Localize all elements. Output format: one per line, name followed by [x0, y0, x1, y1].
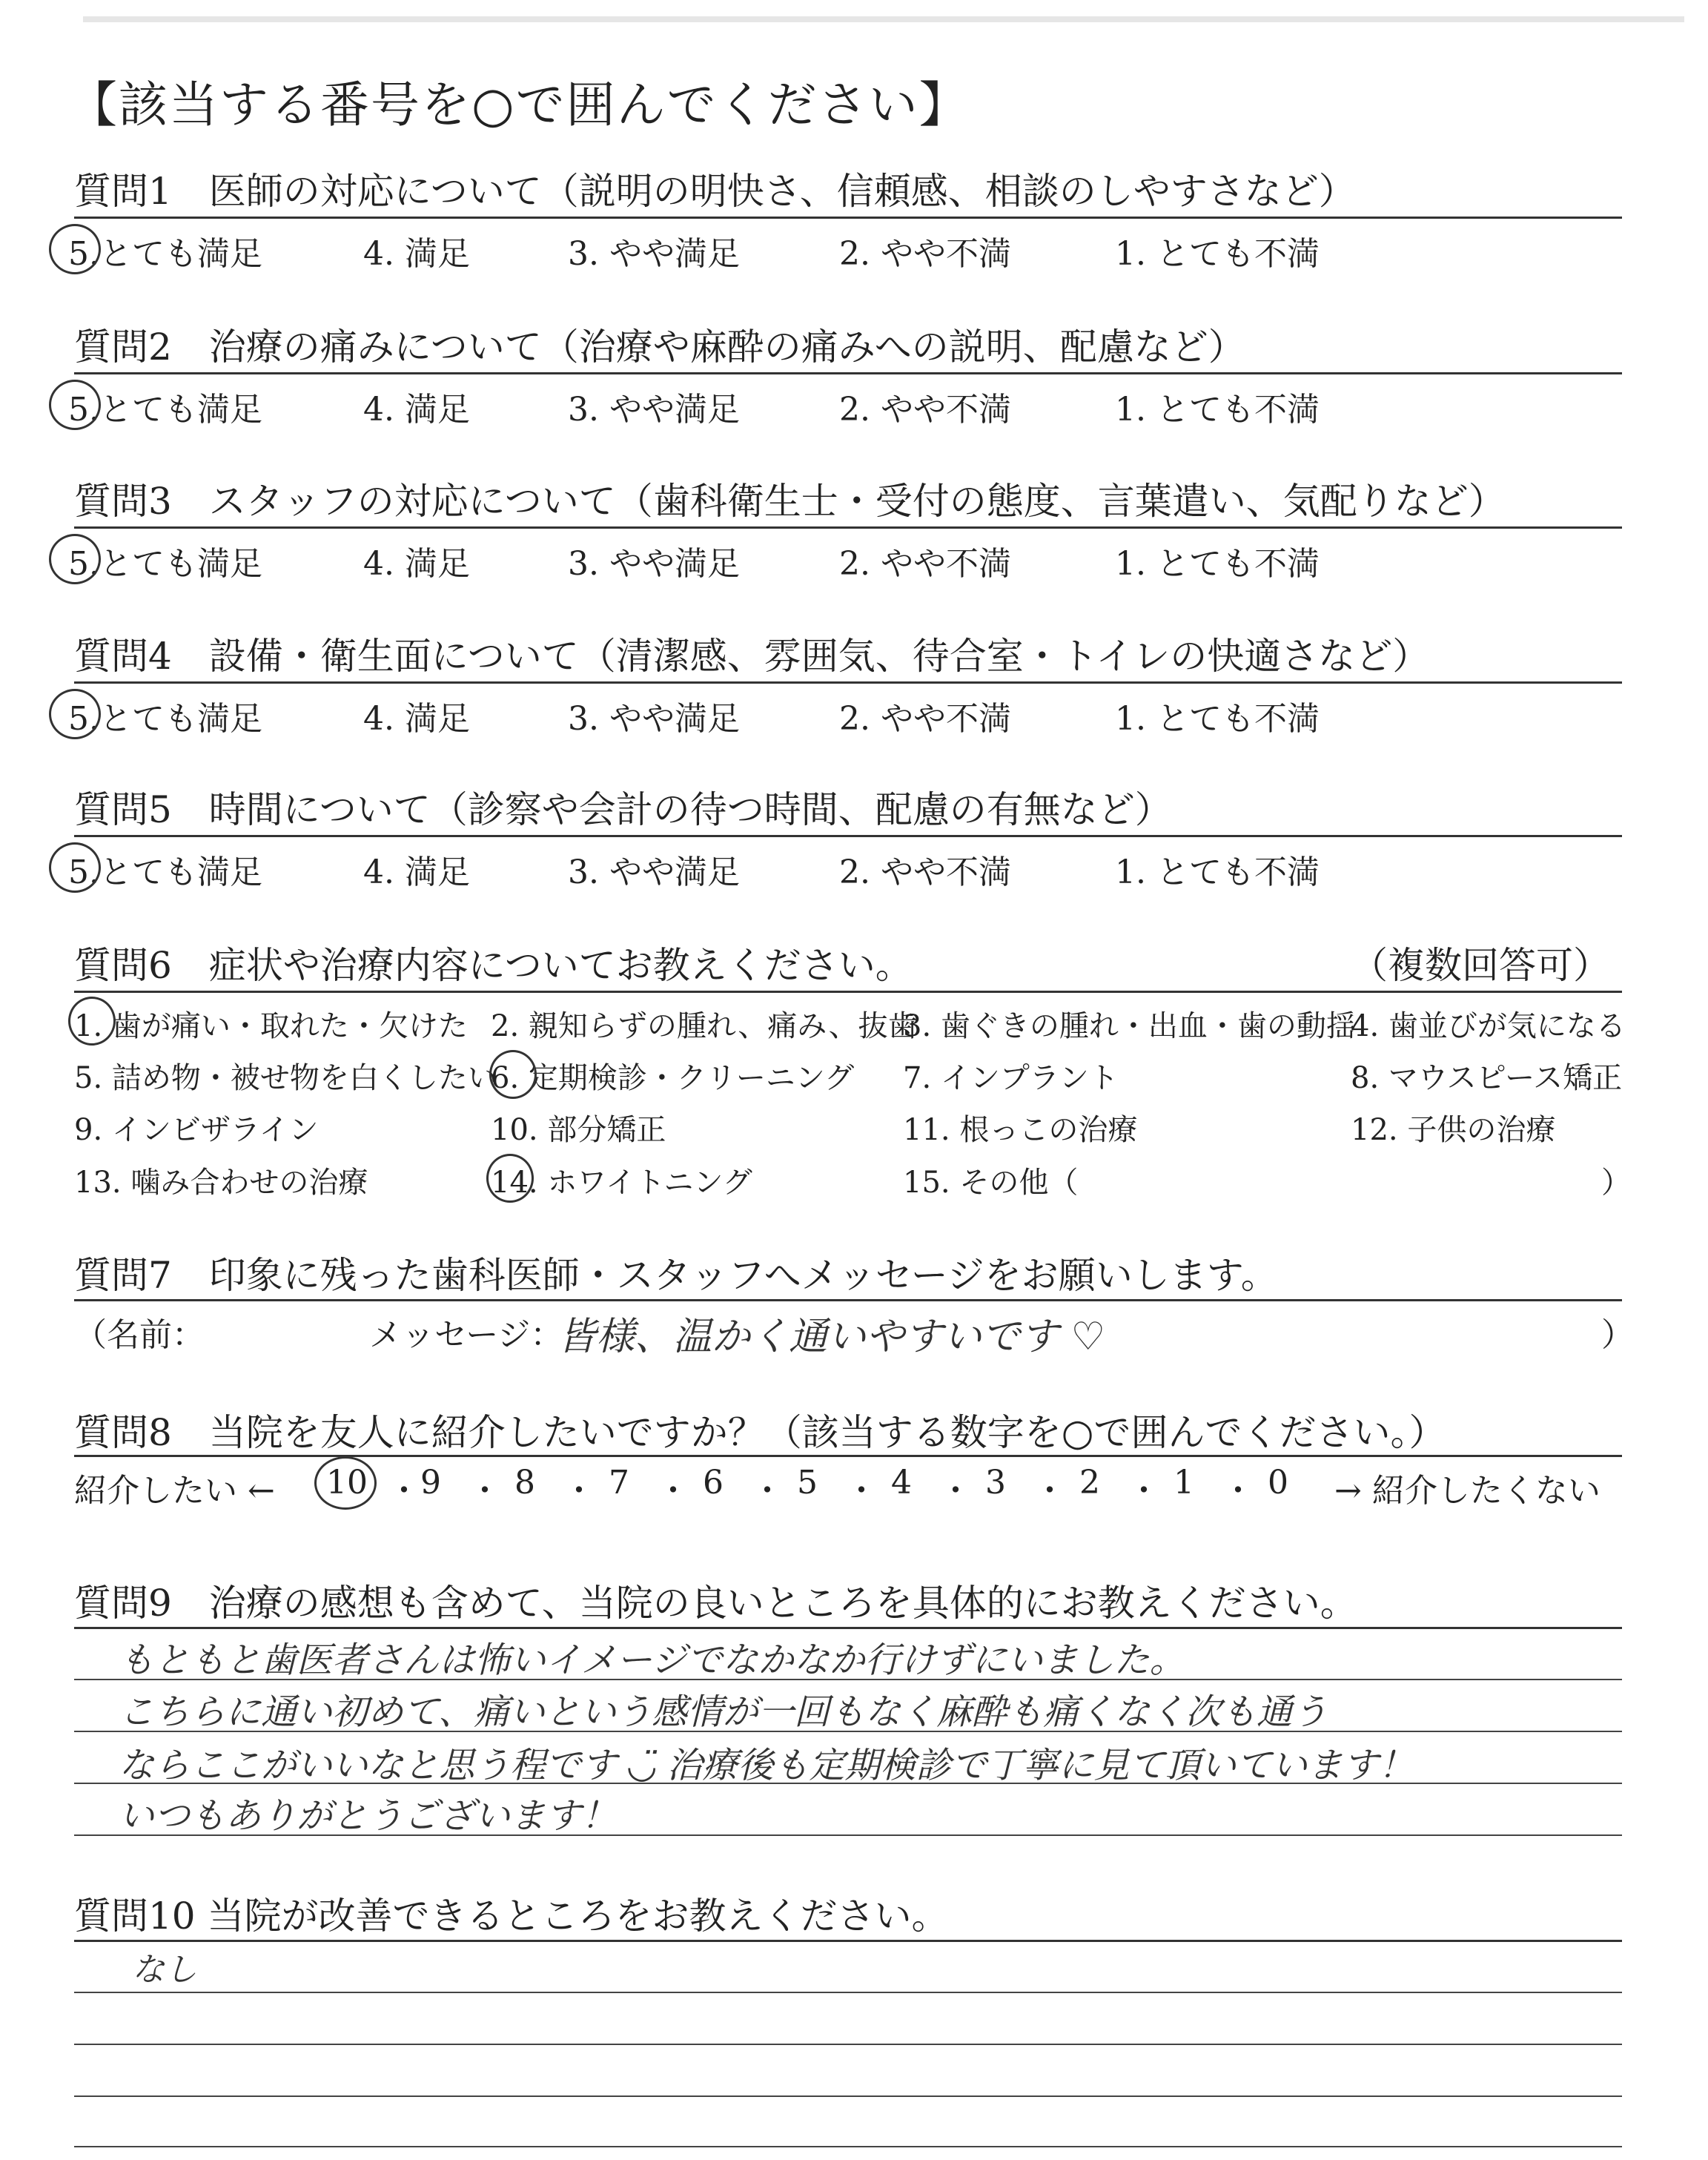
q7-name-label: （名前： [74, 1316, 205, 1354]
q1-option-3[interactable]: 3. やや満足 [568, 235, 740, 273]
q9-answer-line-2: こちらに通い初めて、痛いという感情が一回もなく麻酔も痛くなく次も通う [119, 1691, 1328, 1733]
q6-other-close: ） [1601, 1166, 1631, 1200]
q8-selected-circle [314, 1456, 377, 1510]
q6-option-11[interactable]: 11. 根っこの治療 [903, 1113, 1138, 1147]
q7-close-paren: ） [1601, 1316, 1634, 1354]
q2-title: 質問2 治療の痛みについて（治療や麻酔の痛みへの説明、配慮など） [74, 326, 1245, 369]
q1-rule [74, 217, 1622, 219]
q2-option-5[interactable]: 5.とても満足 [68, 391, 262, 429]
q7-message-label: メッセージ： [369, 1316, 563, 1354]
q4-rule [74, 681, 1622, 684]
q5-selected-circle [49, 842, 101, 893]
q3-option-5[interactable]: 5.とても満足 [68, 545, 262, 583]
q10-title: 質問10 当院が改善できるところをお教えください。 [74, 1895, 949, 1938]
q10-answer-line [74, 2095, 1622, 2097]
q8-right-label: → 紹介したくない [1334, 1472, 1601, 1510]
q8-separator-dot: ・ [1128, 1472, 1160, 1510]
q8-separator-dot: ・ [657, 1472, 689, 1510]
q6-title: 質問6 症状や治療内容についてお教えください。 [74, 944, 913, 987]
q3-title: 質問3 スタッフの対応について（歯科衛生士・受付の態度、言葉遣い、気配りなど） [74, 480, 1506, 523]
q4-option-4[interactable]: 4. 満足 [363, 700, 470, 738]
q9-answer-line-3: ならここがいいなと思う程です ◡̈ 治療後も定期検診で丁寧に見て頂いています！ [119, 1745, 1414, 1786]
q8-rule [74, 1455, 1622, 1457]
q3-option-2[interactable]: 2. やや不満 [839, 545, 1011, 583]
q8-separator-dot: ・ [939, 1472, 972, 1510]
q1-option-1[interactable]: 1. とても不満 [1115, 235, 1320, 273]
q6-option-5[interactable]: 5. 詰め物・被せ物を白くしたい [74, 1061, 497, 1095]
q8-option-6[interactable]: 6 [703, 1464, 724, 1502]
q5-rule [74, 835, 1622, 837]
q2-option-2[interactable]: 2. やや不満 [839, 391, 1011, 429]
q9-rule [74, 1627, 1622, 1629]
q8-option-0[interactable]: 0 [1268, 1464, 1288, 1502]
q10-answer: なし [132, 1951, 197, 1989]
form-instructions: 【該当する番号を○で囲んでください】 [68, 76, 970, 133]
q1-option-2[interactable]: 2. やや不満 [839, 235, 1011, 273]
q2-option-3[interactable]: 3. やや満足 [568, 391, 740, 429]
q8-option-9[interactable]: 9 [420, 1464, 441, 1502]
q5-option-3[interactable]: 3. やや満足 [568, 853, 740, 891]
q8-separator-dot: ・ [388, 1472, 420, 1510]
q6-option-13[interactable]: 13. 噛み合わせの治療 [74, 1166, 368, 1200]
q2-rule [74, 372, 1622, 374]
q8-option-5[interactable]: 5 [797, 1464, 818, 1502]
q8-separator-dot: ・ [751, 1472, 784, 1510]
q5-option-2[interactable]: 2. やや不満 [839, 853, 1011, 891]
q6-option-10[interactable]: 10. 部分矯正 [491, 1113, 666, 1147]
q4-option-3[interactable]: 3. やや満足 [568, 700, 740, 738]
q8-title: 質問8 当院を友人に紹介したいですか？（該当する数字を○で囲んでください。） [74, 1411, 1446, 1454]
q1-option-5[interactable]: 5.とても満足 [68, 235, 262, 273]
q8-option-2[interactable]: 2 [1079, 1464, 1100, 1502]
q1-selected-circle [49, 224, 101, 274]
q6-selected-circle-1 [68, 997, 116, 1046]
q6-note: （複数回答可） [1351, 944, 1610, 987]
q6-option-4[interactable]: 4. 歯並びが気になる [1351, 1009, 1626, 1043]
q1-title: 質問1 医師の対応について（説明の明快さ、信頼感、相談のしやすさなど） [74, 170, 1356, 213]
q6-option-2[interactable]: 2. 親知らずの腫れ、痛み、抜歯 [491, 1009, 918, 1043]
q9-title: 質問9 治療の感想も含めて、当院の良いところを具体的にお教えください。 [74, 1582, 1357, 1625]
q6-option-8[interactable]: 8. マウスピース矯正 [1351, 1061, 1623, 1095]
q5-title: 質問5 時間について（診察や会計の待つ時間、配慮の有無など） [74, 788, 1172, 831]
q6-option-9[interactable]: 9. インビザライン [74, 1113, 319, 1147]
q8-option-10[interactable]: 10 [326, 1464, 368, 1502]
q3-option-1[interactable]: 1. とても不満 [1115, 545, 1320, 583]
q8-left-label: 紹介したい ← [74, 1472, 275, 1510]
q3-option-3[interactable]: 3. やや満足 [568, 545, 740, 583]
q8-separator-dot: ・ [563, 1472, 595, 1510]
q9-answer-line-4: いつもありがとうございます！ [119, 1795, 618, 1837]
q8-option-3[interactable]: 3 [985, 1464, 1006, 1502]
q4-option-5[interactable]: 5.とても満足 [68, 700, 262, 738]
scan-top-edge [83, 16, 1684, 22]
q3-option-4[interactable]: 4. 満足 [363, 545, 470, 583]
q10-answer-line [74, 2044, 1622, 2045]
q2-option-1[interactable]: 1. とても不満 [1115, 391, 1320, 429]
q8-separator-dot: ・ [469, 1472, 501, 1510]
q5-option-1[interactable]: 1. とても不満 [1115, 853, 1320, 891]
q6-option-7[interactable]: 7. インプラント [903, 1061, 1119, 1095]
q9-answer-line-1: もともと歯医者さんは怖いイメージでなかなか行けずにいました。 [119, 1639, 1185, 1681]
q4-selected-circle [49, 689, 101, 739]
q5-option-5[interactable]: 5.とても満足 [68, 853, 262, 891]
q10-answer-line [74, 2146, 1622, 2147]
q4-option-2[interactable]: 2. やや不満 [839, 700, 1011, 738]
q8-option-4[interactable]: 4 [891, 1464, 912, 1502]
q8-option-1[interactable]: 1 [1174, 1464, 1194, 1502]
q10-answer-line [74, 1992, 1622, 1993]
q7-rule [74, 1299, 1622, 1301]
q3-selected-circle [49, 534, 101, 584]
q6-option-6[interactable]: 6. 定期検診・クリーニング [491, 1061, 855, 1095]
q8-separator-dot: ・ [1222, 1472, 1254, 1510]
q8-option-8[interactable]: 8 [514, 1464, 535, 1502]
q3-rule [74, 526, 1622, 529]
q4-title: 質問4 設備・衛生面について（清潔感、雰囲気、待合室・トイレの快適さなど） [74, 635, 1430, 678]
q6-option-14[interactable]: 14. ホワイトニング [491, 1166, 752, 1200]
q6-option-3[interactable]: 3. 歯ぐきの腫れ・出血・歯の動揺 [903, 1009, 1356, 1043]
q8-option-7[interactable]: 7 [609, 1464, 629, 1502]
q8-separator-dot: ・ [845, 1472, 878, 1510]
q1-option-4[interactable]: 4. 満足 [363, 235, 470, 273]
q6-option-12[interactable]: 12. 子供の治療 [1351, 1113, 1556, 1147]
q6-selected-circle-14 [486, 1154, 534, 1203]
q4-option-1[interactable]: 1. とても不満 [1115, 700, 1320, 738]
q7-title: 質問7 印象に残った歯科医師・スタッフへメッセージをお願いします。 [74, 1254, 1278, 1297]
q7-message: 皆様、温かく通いやすいです ♡ [557, 1315, 1106, 1359]
q5-option-4[interactable]: 4. 満足 [363, 853, 470, 891]
q2-option-4[interactable]: 4. 満足 [363, 391, 470, 429]
q2-selected-circle [49, 380, 101, 430]
q6-option-1[interactable]: 1. 歯が痛い・取れた・欠けた [74, 1009, 468, 1043]
q6-rule [74, 991, 1622, 993]
q10-rule [74, 1940, 1622, 1942]
q6-selected-circle-6 [489, 1050, 537, 1099]
q8-separator-dot: ・ [1033, 1472, 1066, 1510]
q6-option-15[interactable]: 15. その他（ [903, 1166, 1079, 1200]
